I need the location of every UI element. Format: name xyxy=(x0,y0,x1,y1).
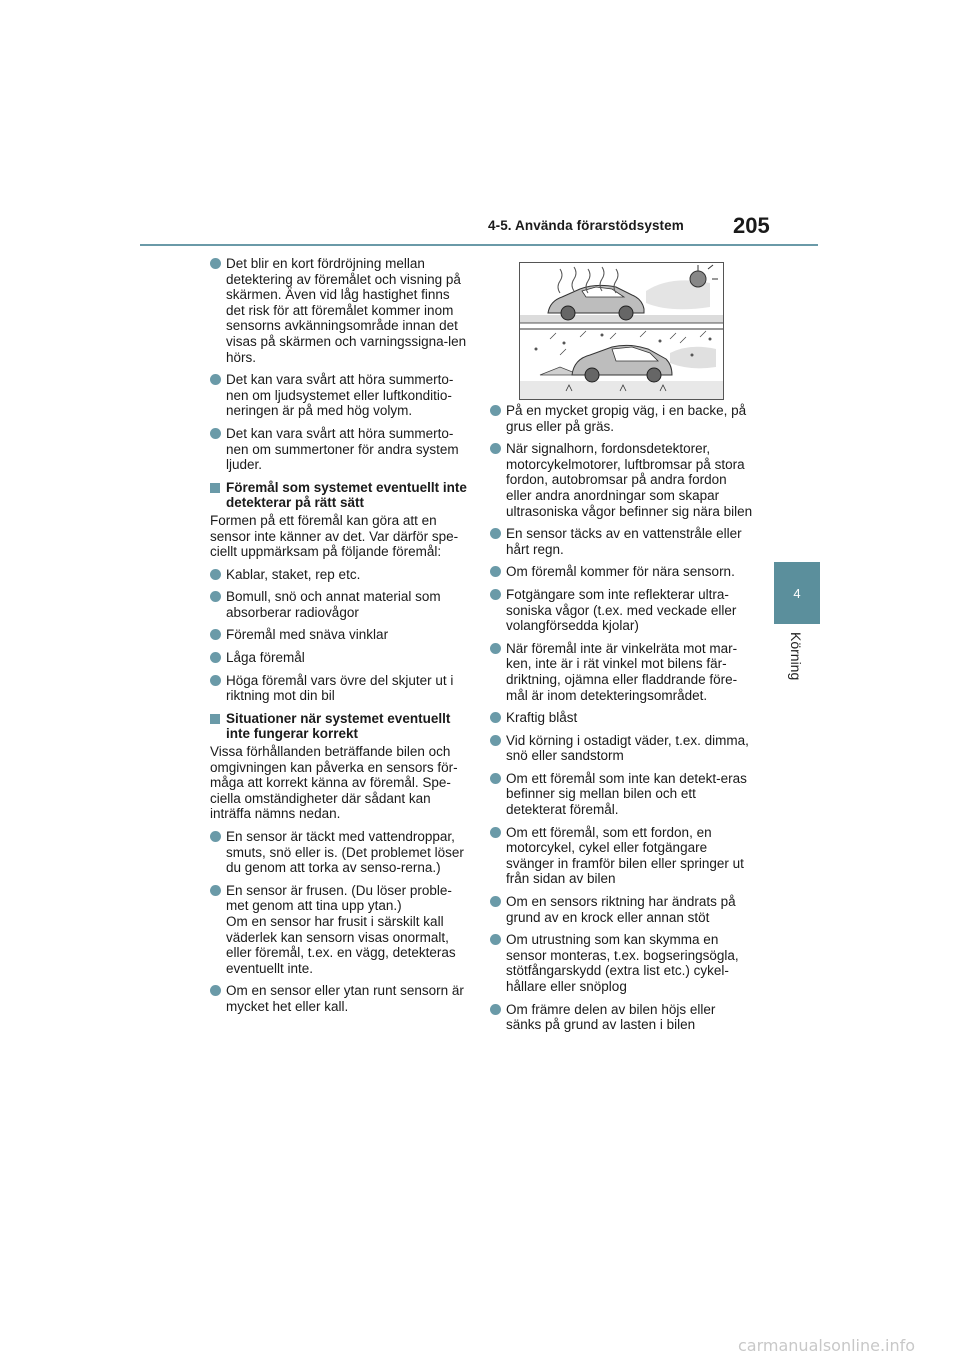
list-item xyxy=(490,710,754,726)
list-item xyxy=(210,883,470,977)
bullet-icon xyxy=(490,896,501,907)
list-item-text: Kraftig blåst xyxy=(506,710,578,726)
list-item-text: Föremål med snäva vinklar xyxy=(226,627,389,643)
bullet-icon xyxy=(210,675,221,686)
subheading-text: Situationer när systemet eventuellt inte fungerar korrekt xyxy=(226,710,451,742)
list-item xyxy=(490,403,754,434)
list-item xyxy=(490,771,754,818)
list-item xyxy=(490,932,754,994)
list-item-text: Vid körning i ostadigt väder, t.ex. dimma, snö eller sandstorm xyxy=(506,732,749,764)
bullet-icon xyxy=(210,629,221,640)
bullet-icon xyxy=(210,985,221,996)
bullet-icon xyxy=(210,591,221,602)
list-item xyxy=(210,589,470,620)
list-item-text: Höga föremål vars övre del skjuter ut i riktning mot din bil xyxy=(226,672,454,704)
list-item-text: När signalhorn, fordonsdetektorer, motorcykelmotorer, luftbromsar på stora fordon, autobromsar på andra fordon eller andra anordningar som skapar ultrasoniska vågor befinner sig nära bilen xyxy=(506,441,753,519)
list-item-text: Om en sensor eller ytan runt sensorn är mycket het eller kall. xyxy=(226,983,464,1014)
list-item-text: Det kan vara svårt att höra summerto-nen om summertoner för andra system ljuder. xyxy=(226,425,459,473)
bullet-icon xyxy=(490,528,501,539)
list-item xyxy=(210,256,470,365)
bullet-icon xyxy=(210,374,221,385)
list-item xyxy=(490,587,754,634)
left-column xyxy=(210,256,470,1022)
bullet-icon xyxy=(490,827,501,838)
chapter-tab xyxy=(774,562,820,624)
paragraph: Vissa förhållanden beträffande bilen och omgivningen kan påverka en sensors för-måga att korrekt känna av föremål. Spe-ciella omständigheter där sådant kan inträffa nämns nedan. xyxy=(210,744,458,822)
bullet-icon xyxy=(490,643,501,654)
header-rule xyxy=(140,244,818,246)
illustration xyxy=(519,262,724,400)
list-item xyxy=(490,1002,754,1033)
list-item-text: En sensor är täckt med vattendroppar, smuts, snö eller is. (Det problemet löser du genom att torka av senso-rerna.) xyxy=(226,829,464,876)
bullet-icon xyxy=(210,569,221,580)
list-item-text: Bomull, snö och annat material som absorberar radiovågor xyxy=(226,589,441,620)
list-item-text: Om en sensors riktning har ändrats på grund av en krock eller annan stöt xyxy=(506,894,736,925)
list-item xyxy=(490,825,754,887)
list-item-text: Kablar, staket, rep etc. xyxy=(226,566,361,582)
list-item xyxy=(490,894,754,925)
section-title: 4-5. Använda förarstödsystem xyxy=(488,218,684,233)
car-conditions-illustration xyxy=(520,263,723,399)
list-item-text: En sensor är frusen. (Du löser proble-met genom att tina upp ytan.) Om en sensor har frusit i särskilt kall väderlek kan sensorn visas onormalt, eller föremål, t.ex. en vägg, detekteras eventuellt inte. xyxy=(226,882,456,976)
list-item-text: När föremål inte är vinkelräta mot mar-ken, inte är i rät vinkel mot bilens fär-driktning, ojämna eller fladdrande före-mål är inom detekteringsområdet. xyxy=(506,640,738,703)
list-item xyxy=(490,733,754,764)
list-item xyxy=(490,564,754,580)
bullet-icon xyxy=(490,405,501,416)
chapter-label: Körning xyxy=(788,632,804,681)
square-bullet-icon xyxy=(210,483,220,493)
list-item xyxy=(210,627,470,643)
right-column xyxy=(490,403,754,1040)
list-item-text: En sensor täcks av en vattenstråle eller hårt regn. xyxy=(506,526,742,557)
paragraph: Formen på ett föremål kan göra att en sensor inte känner av det. Var därför spe-ciellt uppmärksam på följande föremål: xyxy=(210,512,459,560)
bullet-icon xyxy=(490,773,501,784)
list-item-text: Om ett föremål som inte kan detekt-eras befinner sig mellan bilen och ett detekterat föremål. xyxy=(506,770,747,818)
subheading xyxy=(210,711,470,742)
list-item-text: Om föremål kommer för nära sensorn. xyxy=(506,564,735,580)
bullet-icon xyxy=(210,831,221,842)
square-bullet-icon xyxy=(210,714,220,724)
bullet-icon xyxy=(490,589,501,600)
subheading-text: Föremål som systemet eventuellt inte detekterar på rätt sätt xyxy=(226,479,467,511)
list-item xyxy=(210,650,470,666)
list-item xyxy=(490,526,754,557)
list-item-text: Om ett föremål, som ett fordon, en motorcykel, cykel eller fotgängare svänger in framför bilen eller springer ut från sidan av bilen xyxy=(506,824,744,887)
list-item xyxy=(210,673,470,704)
list-item xyxy=(210,567,470,583)
list-item xyxy=(210,372,470,419)
bullet-icon xyxy=(490,712,501,723)
footer-watermark: carmanualsonline.info xyxy=(738,1336,916,1355)
chapter-number: 4 xyxy=(793,585,801,601)
bullet-icon xyxy=(210,258,221,269)
list-item-text: Om främre delen av bilen höjs eller sänks på grund av lasten i bilen xyxy=(506,1001,716,1033)
bullet-icon xyxy=(490,1004,501,1015)
bullet-icon xyxy=(490,566,501,577)
list-item-text: Fotgängare som inte reflekterar ultra-soniska vågor (t.ex. med veckade eller volangförsedda kjolar) xyxy=(506,586,737,634)
subheading xyxy=(210,480,470,511)
list-item-text: På en mycket gropig väg, i en backe, på grus eller på gräs. xyxy=(506,403,747,434)
bullet-icon xyxy=(490,443,501,454)
list-item-text: Låga föremål xyxy=(226,650,305,666)
bullet-icon xyxy=(490,735,501,746)
bullet-icon xyxy=(490,934,501,945)
list-item xyxy=(490,441,754,519)
bullet-icon xyxy=(210,428,221,439)
list-item xyxy=(490,641,754,703)
page-number: 205 xyxy=(733,213,770,238)
list-item-text: Det blir en kort fördröjning mellan detektering av föremålet och visning på skärmen. Även vid låg hastighet finns det risk för att föremålet kommer inom sensorns avkänningsområde innan det visas på skärmen och varningssigna-len hörs. xyxy=(226,256,467,365)
list-item xyxy=(210,829,470,876)
bullet-icon xyxy=(210,652,221,663)
list-item-text: Om utrustning som kan skymma en sensor monteras, t.ex. bogseringsögla, stötfångarskydd (extra list etc.) cykel-hållare eller snöplog xyxy=(506,932,739,994)
bullet-icon xyxy=(210,885,221,896)
list-item-text: Det kan vara svårt att höra summerto-nen om ljudsystemet eller luftkonditio-neringen är på med hög volym. xyxy=(226,372,454,419)
list-item xyxy=(210,426,470,473)
list-item xyxy=(210,983,470,1014)
